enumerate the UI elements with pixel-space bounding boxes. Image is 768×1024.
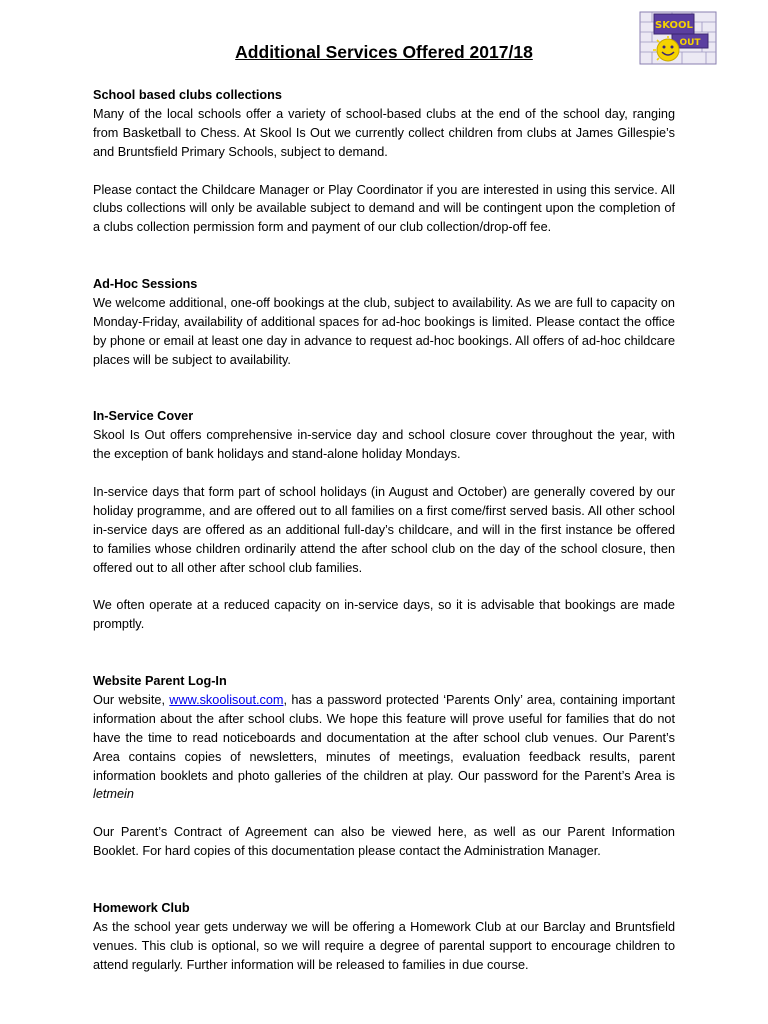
section-heading-clubs: School based clubs collections bbox=[93, 88, 282, 102]
homework-paragraph-1: As the school year gets underway we will be offering a Homework Club at our Barclay and Bruntsfield venues. This club is optional, so we will require a degree of parental support to encourage children to attend regularly. Further information will be released to families in due course. bbox=[93, 919, 675, 972]
clubs-paragraph-2: Please contact the Childcare Manager or Play Coordinator if you are interested in using this service. All clubs collections will only be available subject to demand and will be contingent upon the completion of a clubs collection permission form and payment of our club collection/drop-off fee. bbox=[93, 182, 675, 235]
website-link[interactable]: www.skoolisout.com bbox=[169, 692, 284, 707]
inservice-paragraph-1: Skool Is Out offers comprehensive in-service day and school closure cover throughout the year, with the exception of bank holidays and stand-alone holiday Mondays. bbox=[93, 428, 675, 462]
document-body bbox=[93, 86, 675, 974]
section-heading-homework: Homework Club bbox=[93, 900, 190, 915]
section-heading-inservice: In-Service Cover bbox=[93, 409, 194, 424]
smiley-sun-logo-icon bbox=[638, 8, 718, 66]
parents-area-password: letmein bbox=[93, 787, 134, 802]
page-title: Additional Services Offered 2017/18 bbox=[235, 42, 533, 62]
website-paragraph-1 bbox=[93, 691, 675, 804]
inservice-paragraph-3: We often operate at a reduced capacity on in-service days, so it is advisable that bookings are made promptly. bbox=[93, 598, 675, 632]
svg-text:OUT: OUT bbox=[679, 38, 701, 48]
section-heading-website: Website Parent Log-In bbox=[93, 674, 227, 688]
website-text-after: , has a password protected ‘Parents Only’ area, containing important information about the after school clubs. We hope this feature will prove useful for families that do not have the time to read noticeboards and documentation at the after school club venues. Our Parent’s Area contains copies of newsletters, minutes of meetings, evaluation feedback results, parent information booklets and photo galleries of the children at play. Our password for the Parent’s Area is bbox=[93, 692, 675, 783]
svg-text:SKOOL: SKOOL bbox=[655, 20, 693, 31]
adhoc-paragraph-1: We welcome additional, one-off bookings at the club, subject to availability. As we are full to capacity on Monday-Friday, availability of additional spaces for ad-hoc bookings is limited. Please contact the office by phone or email at least one day in advance to request ad-hoc bookings. All offers of ad-hoc childcare places will be subject to availability. bbox=[93, 295, 675, 367]
inservice-paragraph-2: In-service days that form part of school holidays (in August and October) are generally covered by our holiday programme, and are offered out to all families on a first come/first served basis. All other school in-service days are offered as an additional full-day’s childcare, and will in the first instance be offered to families whose children ordinarily attend the after school club on the day of the school closure, then offered out to all other after school club families. bbox=[93, 484, 675, 575]
skool-is-out-logo bbox=[638, 8, 718, 66]
section-heading-adhoc: Ad-Hoc Sessions bbox=[93, 277, 198, 292]
clubs-paragraph-1: Many of the local schools offer a variety of school-based clubs at the end of the school day, ranging from Basketball to Chess. At Skool Is Out we currently collect children from clubs at James Gillespie’s and Bruntsfield Primary Schools, subject to demand. bbox=[93, 106, 675, 159]
website-paragraph-2: Our Parent’s Contract of Agreement can also be viewed here, as well as our Parent Information Booklet. For hard copies of this documentation please contact the Administration Manager. bbox=[93, 825, 675, 859]
website-text-before: Our website, bbox=[93, 692, 170, 707]
